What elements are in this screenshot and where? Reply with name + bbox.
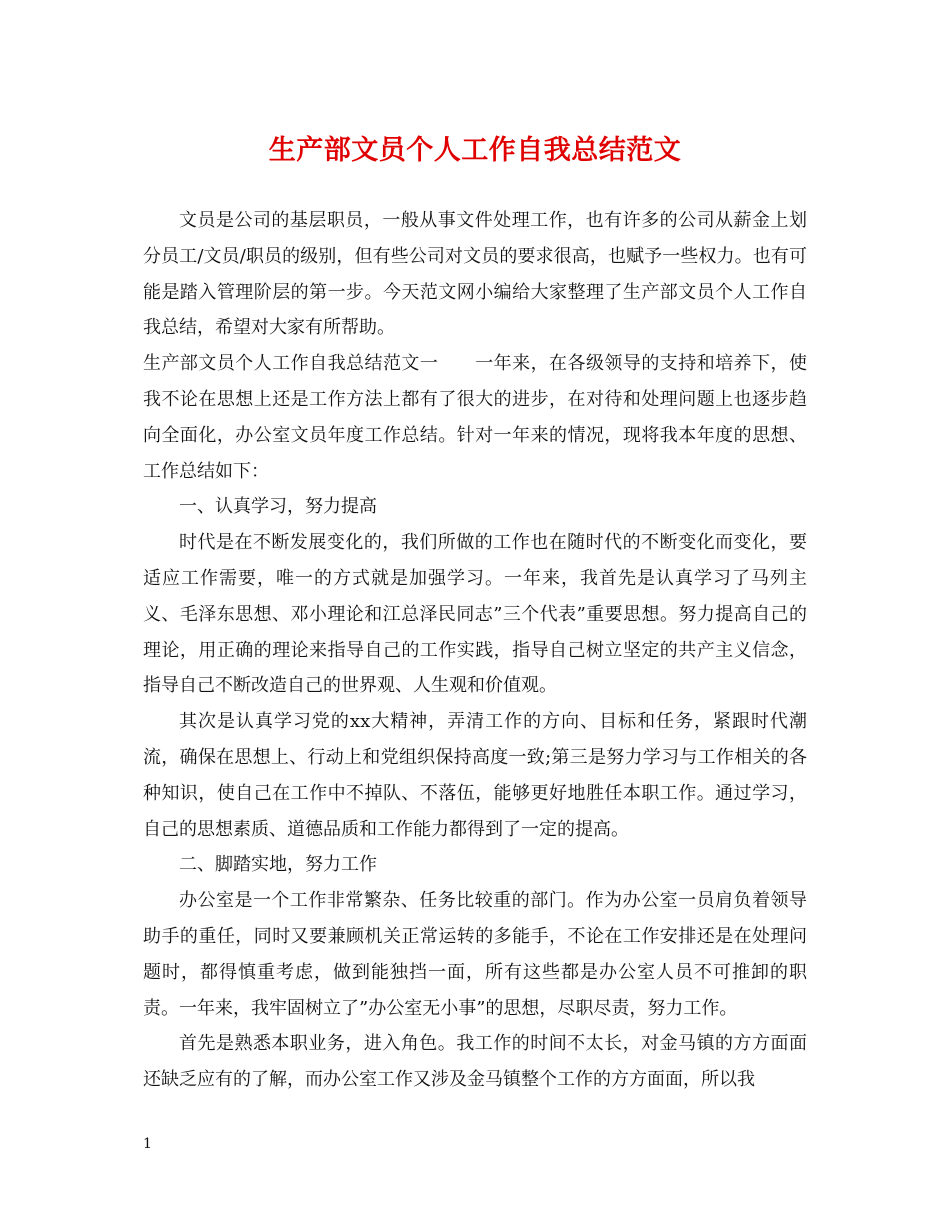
paragraph-office-duties: 办公室是一个工作非常繁杂、任务比较重的部门。作为办公室一员肩负着领导助手的重任，同时又要兼顾机关正常运转的多能手，不论在工作安排还是在处理问题时，都得慎重考虑，做到能独挡一面，所有这些都是办公室人员不可推卸的职责。一年来，我牢固树立了”办公室无小事”的思想，尽职尽责，努力工作。 — [143, 890, 807, 1019]
paragraph-sample-one-opening: 生产部文员个人工作自我总结范文一 一年来，在各级领导的支持和培养下，使我不论在思想上还是工作方法上都有了很大的进步，在对待和处理问题上也逐步趋向全面化，办公室文员年度工作总结。针对一年来的情况，现将我本年度的思想、工作总结如下： — [143, 353, 807, 482]
paragraph-study-party: 其次是认真学习党的xx大精神，弄清工作的方向、目标和任务，紧跟时代潮流，确保在思想上、行动上和党组织保持高度一致;第三是努力学习与工作相关的各种知识，使自己在工作中不掉队、不落伍，能够更好地胜任本职工作。通过学习，自己的思想素质、道德品质和工作能力都得到了一定的提高。 — [143, 711, 807, 840]
section-heading-study: 一、认真学习，努力提高 — [179, 496, 377, 518]
page-number: 1 — [143, 1136, 152, 1152]
paragraph-intro: 文员是公司的基层职员，一般从事文件处理工作，也有许多的公司从薪金上划分员工/文员/职员的级别，但有些公司对文员的要求很高，也赋予一些权力。也有可能是踏入管理阶层的第一步。今天范文网小编给大家整理了生产部文员个人工作自我总结，希望对大家有所帮助。 — [143, 210, 807, 339]
document-body — [143, 203, 807, 1098]
paragraph-study-theory: 时代是在不断发展变化的，我们所做的工作也在随时代的不断变化而变化，要适应工作需要，唯一的方式就是加强学习。一年来，我首先是认真学习了马列主义、毛泽东思想、邓小理论和江总泽民同志”三个代表”重要思想。努力提高自己的理论，用正确的理论来指导自己的工作实践，指导自己树立坚定的共产主义信念，指导自己不断改造自己的世界观、人生观和价值观。 — [143, 532, 807, 697]
paragraph-familiarize-business: 首先是熟悉本职业务，进入角色。我工作的时间不太长，对金马镇的方方面面还缺乏应有的了解，而办公室工作又涉及金马镇整个工作的方方面面，所以我 — [143, 1033, 807, 1091]
section-heading-work: 二、脚踏实地，努力工作 — [179, 854, 377, 876]
document-title: 生产部文员个人工作自我总结范文 — [268, 135, 682, 166]
